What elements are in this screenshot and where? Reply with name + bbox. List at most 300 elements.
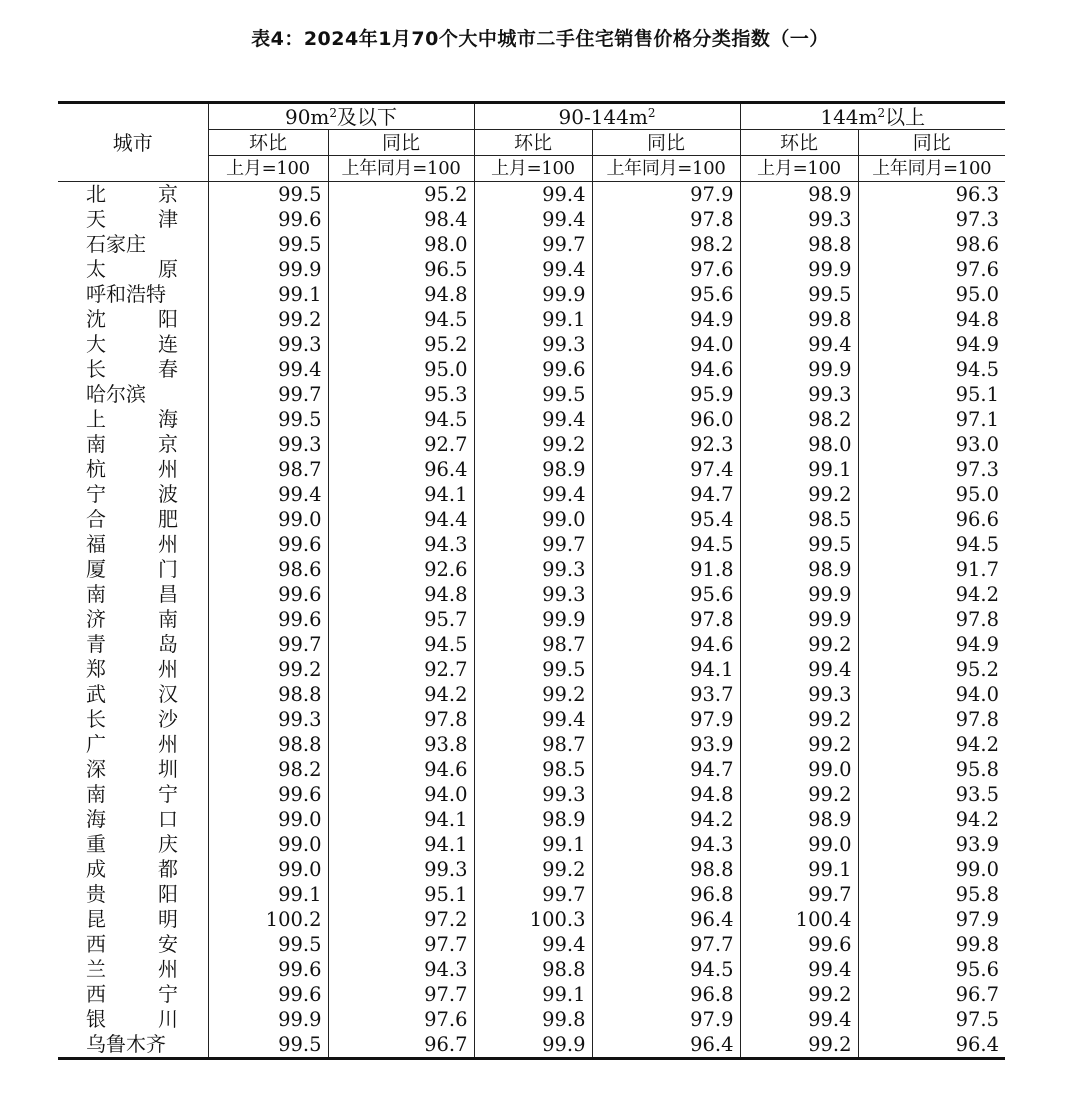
- index-value-mid-mom: 99.4: [474, 182, 592, 208]
- index-value-over144-mom: 99.4: [740, 957, 858, 982]
- index-value-mid-mom: 98.8: [474, 957, 592, 982]
- index-value-under90-mom: 99.5: [208, 232, 328, 257]
- index-value-mid-mom: 98.7: [474, 732, 592, 757]
- table-header: [58, 103, 1005, 182]
- table-row: [58, 582, 1005, 607]
- size-group-over-144: $144m^2$以上: [740, 103, 1005, 130]
- index-value-over144-yoy: 97.1: [858, 407, 1005, 432]
- index-value-under90-mom: 99.7: [208, 632, 328, 657]
- index-value-mid-mom: 99.2: [474, 682, 592, 707]
- index-value-under90-yoy: 97.7: [328, 932, 474, 957]
- index-value-mid-mom: 99.1: [474, 832, 592, 857]
- index-value-over144-mom: 99.2: [740, 707, 858, 732]
- index-value-over144-mom: 99.2: [740, 982, 858, 1007]
- index-value-over144-mom: 98.9: [740, 807, 858, 832]
- city-name: 杭 州: [86, 457, 178, 481]
- city-name: 重 庆: [86, 832, 178, 856]
- index-value-over144-mom: 98.8: [740, 232, 858, 257]
- index-value-under90-yoy: 94.1: [328, 482, 474, 507]
- city-column-header: 城市: [58, 103, 208, 182]
- yoy-base-header: 上年同月=100: [592, 156, 740, 182]
- table-row: [58, 232, 1005, 257]
- index-value-over144-yoy: 96.6: [858, 507, 1005, 532]
- index-value-under90-mom: 99.3: [208, 432, 328, 457]
- index-value-under90-yoy: 94.4: [328, 507, 474, 532]
- index-value-over144-mom: 99.2: [740, 732, 858, 757]
- table-row: [58, 707, 1005, 732]
- index-value-under90-yoy: 92.7: [328, 657, 474, 682]
- index-value-under90-mom: 99.6: [208, 782, 328, 807]
- index-value-under90-mom: 99.3: [208, 332, 328, 357]
- index-value-mid-yoy: 97.9: [592, 1007, 740, 1032]
- table-row: [58, 782, 1005, 807]
- table-title: 表4：2024年1月70个大中城市二手住宅销售价格分类指数（一）: [251, 28, 829, 50]
- city-name: 哈尔滨: [86, 382, 146, 406]
- mom-header: 环比: [474, 130, 592, 156]
- index-value-over144-yoy: 95.0: [858, 482, 1005, 507]
- index-value-mid-yoy: 97.8: [592, 607, 740, 632]
- city-name: 长 沙: [86, 707, 178, 731]
- city-name: 南 京: [86, 432, 178, 456]
- index-value-over144-yoy: 99.8: [858, 932, 1005, 957]
- index-value-mid-mom: 99.4: [474, 932, 592, 957]
- table-row: [58, 532, 1005, 557]
- index-value-over144-mom: 99.9: [740, 257, 858, 282]
- index-value-over144-mom: 99.9: [740, 357, 858, 382]
- index-value-over144-yoy: 94.9: [858, 632, 1005, 657]
- city-name: 兰 州: [86, 957, 178, 981]
- index-value-under90-mom: 99.6: [208, 207, 328, 232]
- index-value-over144-mom: 99.2: [740, 782, 858, 807]
- index-value-mid-yoy: 93.7: [592, 682, 740, 707]
- index-value-under90-mom: 99.6: [208, 607, 328, 632]
- index-value-mid-yoy: 94.7: [592, 757, 740, 782]
- city-name: 深 圳: [86, 757, 178, 781]
- table-row: [58, 1007, 1005, 1032]
- index-value-mid-mom: 99.5: [474, 657, 592, 682]
- index-value-mid-yoy: 94.3: [592, 832, 740, 857]
- index-value-under90-yoy: 94.5: [328, 307, 474, 332]
- table-row: [58, 257, 1005, 282]
- index-value-mid-mom: 98.7: [474, 632, 592, 657]
- index-value-mid-yoy: 97.7: [592, 932, 740, 957]
- index-value-over144-yoy: 94.5: [858, 357, 1005, 382]
- index-value-over144-mom: 99.5: [740, 282, 858, 307]
- yoy-base-header: 上年同月=100: [858, 156, 1005, 182]
- city-name: 上 海: [86, 407, 178, 431]
- index-value-mid-mom: 99.4: [474, 257, 592, 282]
- index-value-under90-mom: 99.1: [208, 882, 328, 907]
- index-value-over144-mom: 99.3: [740, 682, 858, 707]
- index-value-mid-mom: 99.4: [474, 207, 592, 232]
- index-value-under90-yoy: 92.6: [328, 557, 474, 582]
- index-value-mid-mom: 99.0: [474, 507, 592, 532]
- table-row: [58, 957, 1005, 982]
- index-value-mid-mom: 99.3: [474, 557, 592, 582]
- index-value-over144-mom: 98.9: [740, 557, 858, 582]
- city-name: 西 安: [86, 932, 178, 956]
- price-index-table: [58, 101, 1005, 1060]
- index-value-under90-yoy: 96.5: [328, 257, 474, 282]
- index-value-mid-yoy: 96.4: [592, 1032, 740, 1059]
- yoy-header: 同比: [858, 130, 1005, 156]
- index-value-under90-yoy: 97.2: [328, 907, 474, 932]
- index-value-mid-yoy: 94.6: [592, 632, 740, 657]
- index-value-under90-yoy: 94.8: [328, 282, 474, 307]
- index-value-over144-yoy: 95.1: [858, 382, 1005, 407]
- index-value-mid-mom: 99.3: [474, 782, 592, 807]
- index-value-over144-yoy: 91.7: [858, 557, 1005, 582]
- index-value-over144-mom: 99.8: [740, 307, 858, 332]
- index-value-under90-yoy: 94.3: [328, 532, 474, 557]
- table-row: [58, 932, 1005, 957]
- index-value-over144-mom: 99.0: [740, 757, 858, 782]
- index-value-over144-mom: 99.9: [740, 582, 858, 607]
- index-value-under90-yoy: 94.3: [328, 957, 474, 982]
- index-value-mid-yoy: 92.3: [592, 432, 740, 457]
- table-row: [58, 607, 1005, 632]
- index-value-over144-mom: 99.2: [740, 1032, 858, 1059]
- index-value-under90-mom: 100.2: [208, 907, 328, 932]
- index-value-over144-yoy: 94.2: [858, 582, 1005, 607]
- index-value-under90-mom: 99.6: [208, 532, 328, 557]
- index-value-under90-yoy: 94.6: [328, 757, 474, 782]
- index-value-over144-yoy: 97.3: [858, 457, 1005, 482]
- yoy-header: 同比: [328, 130, 474, 156]
- index-value-under90-mom: 99.5: [208, 407, 328, 432]
- index-value-over144-yoy: 97.9: [858, 907, 1005, 932]
- city-name: 福 州: [86, 532, 178, 556]
- city-name: 大 连: [86, 332, 178, 356]
- table-row: [58, 1032, 1005, 1059]
- index-value-mid-mom: 99.7: [474, 232, 592, 257]
- index-value-under90-yoy: 94.5: [328, 407, 474, 432]
- index-value-mid-yoy: 93.9: [592, 732, 740, 757]
- index-value-under90-yoy: 98.0: [328, 232, 474, 257]
- table-row: [58, 307, 1005, 332]
- index-value-mid-yoy: 96.0: [592, 407, 740, 432]
- index-value-under90-mom: 99.7: [208, 382, 328, 407]
- index-value-over144-yoy: 97.8: [858, 707, 1005, 732]
- index-value-under90-mom: 98.6: [208, 557, 328, 582]
- table-row: [58, 507, 1005, 532]
- index-value-under90-mom: 98.7: [208, 457, 328, 482]
- index-value-mid-yoy: 94.0: [592, 332, 740, 357]
- index-value-under90-mom: 99.2: [208, 307, 328, 332]
- index-value-over144-yoy: 94.5: [858, 532, 1005, 557]
- index-value-mid-yoy: 94.8: [592, 782, 740, 807]
- index-value-under90-mom: 99.5: [208, 1032, 328, 1059]
- index-value-mid-mom: 98.5: [474, 757, 592, 782]
- index-value-over144-mom: 99.5: [740, 532, 858, 557]
- index-value-over144-mom: 100.4: [740, 907, 858, 932]
- index-value-under90-yoy: 97.7: [328, 982, 474, 1007]
- table-row: [58, 632, 1005, 657]
- index-value-mid-yoy: 95.9: [592, 382, 740, 407]
- table-row: [58, 857, 1005, 882]
- index-value-mid-mom: 99.2: [474, 432, 592, 457]
- index-value-under90-mom: 99.0: [208, 807, 328, 832]
- index-value-over144-yoy: 95.2: [858, 657, 1005, 682]
- mom-base-header: 上月=100: [208, 156, 328, 182]
- index-value-mid-mom: 99.2: [474, 857, 592, 882]
- index-value-mid-mom: 99.3: [474, 582, 592, 607]
- index-value-under90-mom: 99.0: [208, 857, 328, 882]
- index-value-mid-yoy: 94.5: [592, 957, 740, 982]
- index-value-over144-yoy: 96.4: [858, 1032, 1005, 1059]
- index-value-over144-mom: 98.5: [740, 507, 858, 532]
- city-name: 合 肥: [86, 507, 178, 531]
- table-row: [58, 807, 1005, 832]
- table-row: [58, 382, 1005, 407]
- city-name: 厦 门: [86, 557, 178, 581]
- index-value-mid-mom: 99.5: [474, 382, 592, 407]
- index-value-under90-yoy: 96.7: [328, 1032, 474, 1059]
- index-value-mid-mom: 99.1: [474, 982, 592, 1007]
- index-value-over144-yoy: 94.2: [858, 732, 1005, 757]
- index-value-under90-yoy: 95.0: [328, 357, 474, 382]
- table-row: [58, 732, 1005, 757]
- index-value-mid-mom: 99.8: [474, 1007, 592, 1032]
- table-row: [58, 682, 1005, 707]
- index-value-under90-mom: 99.5: [208, 182, 328, 208]
- index-value-mid-yoy: 96.8: [592, 982, 740, 1007]
- index-value-under90-mom: 99.4: [208, 357, 328, 382]
- index-value-under90-yoy: 93.8: [328, 732, 474, 757]
- index-value-under90-mom: 99.6: [208, 982, 328, 1007]
- index-value-over144-yoy: 98.6: [858, 232, 1005, 257]
- index-value-under90-yoy: 94.1: [328, 807, 474, 832]
- index-value-under90-yoy: 97.6: [328, 1007, 474, 1032]
- index-value-mid-mom: 99.9: [474, 282, 592, 307]
- index-value-mid-mom: 98.9: [474, 807, 592, 832]
- index-value-over144-mom: 99.3: [740, 207, 858, 232]
- table-row: [58, 832, 1005, 857]
- index-value-over144-mom: 99.4: [740, 332, 858, 357]
- index-value-over144-mom: 98.9: [740, 182, 858, 208]
- city-name: 乌鲁木齐: [58, 1032, 208, 1059]
- index-value-under90-yoy: 95.2: [328, 332, 474, 357]
- index-value-under90-mom: 99.9: [208, 1007, 328, 1032]
- city-name: 北 京: [86, 182, 178, 206]
- index-value-mid-yoy: 98.8: [592, 857, 740, 882]
- index-value-over144-yoy: 96.3: [858, 182, 1005, 208]
- index-value-over144-mom: 99.1: [740, 857, 858, 882]
- index-value-under90-yoy: 94.2: [328, 682, 474, 707]
- index-value-under90-mom: 98.2: [208, 757, 328, 782]
- index-value-mid-yoy: 95.6: [592, 582, 740, 607]
- index-value-mid-yoy: 97.6: [592, 257, 740, 282]
- index-value-under90-mom: 99.6: [208, 957, 328, 982]
- table-row: [58, 757, 1005, 782]
- yoy-header: 同比: [592, 130, 740, 156]
- city-name: 广 州: [86, 732, 178, 756]
- city-name: 昆 明: [86, 907, 178, 931]
- size-group-90-144: $90-144m^2$: [474, 103, 740, 130]
- mom-base-header: 上月=100: [740, 156, 858, 182]
- mom-header: 环比: [740, 130, 858, 156]
- city-name: 济 南: [86, 607, 178, 631]
- index-value-over144-yoy: 95.0: [858, 282, 1005, 307]
- index-value-mid-yoy: 95.4: [592, 507, 740, 532]
- index-value-under90-yoy: 94.1: [328, 832, 474, 857]
- index-value-mid-mom: 99.4: [474, 407, 592, 432]
- index-value-over144-mom: 99.4: [740, 657, 858, 682]
- index-value-mid-yoy: 94.5: [592, 532, 740, 557]
- city-name: 南 昌: [86, 582, 178, 606]
- index-value-under90-yoy: 95.2: [328, 182, 474, 208]
- index-value-over144-yoy: 97.3: [858, 207, 1005, 232]
- index-value-over144-mom: 98.0: [740, 432, 858, 457]
- city-name: 成 都: [86, 857, 178, 881]
- table-row: [58, 882, 1005, 907]
- index-value-mid-yoy: 94.7: [592, 482, 740, 507]
- index-value-under90-yoy: 92.7: [328, 432, 474, 457]
- index-value-over144-mom: 99.9: [740, 607, 858, 632]
- index-value-mid-yoy: 98.2: [592, 232, 740, 257]
- index-value-mid-yoy: 95.6: [592, 282, 740, 307]
- index-value-mid-mom: 99.9: [474, 1032, 592, 1059]
- city-name: 西 宁: [86, 982, 178, 1006]
- index-value-under90-mom: 99.4: [208, 482, 328, 507]
- index-value-mid-yoy: 97.4: [592, 457, 740, 482]
- index-value-mid-mom: 99.4: [474, 707, 592, 732]
- index-value-under90-yoy: 98.4: [328, 207, 474, 232]
- index-value-mid-yoy: 96.8: [592, 882, 740, 907]
- table-row: [58, 282, 1005, 307]
- index-value-under90-mom: 99.3: [208, 707, 328, 732]
- size-group-under-90: $90m^2$及以下: [208, 103, 474, 130]
- index-value-over144-mom: 99.3: [740, 382, 858, 407]
- index-value-over144-mom: 98.2: [740, 407, 858, 432]
- index-value-under90-yoy: 97.8: [328, 707, 474, 732]
- index-value-under90-mom: 98.8: [208, 732, 328, 757]
- index-value-under90-mom: 99.0: [208, 832, 328, 857]
- index-value-mid-mom: 98.9: [474, 457, 592, 482]
- table-row: [58, 557, 1005, 582]
- city-name: 南 宁: [86, 782, 178, 806]
- index-value-mid-yoy: 94.1: [592, 657, 740, 682]
- index-value-over144-mom: 99.2: [740, 632, 858, 657]
- index-value-over144-yoy: 96.7: [858, 982, 1005, 1007]
- mom-header: 环比: [208, 130, 328, 156]
- index-value-under90-mom: 99.9: [208, 257, 328, 282]
- index-value-over144-yoy: 93.5: [858, 782, 1005, 807]
- index-value-under90-mom: 98.8: [208, 682, 328, 707]
- city-name: 贵 阳: [86, 882, 178, 906]
- yoy-base-header: 上年同月=100: [328, 156, 474, 182]
- city-name: 银 川: [86, 1007, 178, 1031]
- index-value-mid-mom: 99.4: [474, 482, 592, 507]
- index-value-mid-mom: 99.1: [474, 307, 592, 332]
- table-row: [58, 907, 1005, 932]
- index-value-over144-yoy: 94.2: [858, 807, 1005, 832]
- city-name: 海 口: [86, 807, 178, 831]
- index-value-under90-mom: 99.1: [208, 282, 328, 307]
- index-value-over144-mom: 99.7: [740, 882, 858, 907]
- table-row: [58, 457, 1005, 482]
- table-body: [58, 182, 1005, 1059]
- index-value-under90-yoy: 99.3: [328, 857, 474, 882]
- index-value-mid-yoy: 97.9: [592, 182, 740, 208]
- index-value-over144-yoy: 97.5: [858, 1007, 1005, 1032]
- index-value-mid-yoy: 91.8: [592, 557, 740, 582]
- index-value-over144-yoy: 95.8: [858, 882, 1005, 907]
- city-name: 青 岛: [86, 632, 178, 656]
- index-value-mid-yoy: 97.8: [592, 207, 740, 232]
- table-row: [58, 182, 1005, 208]
- city-name: 武 汉: [86, 682, 178, 706]
- index-value-under90-mom: 99.2: [208, 657, 328, 682]
- city-name: 宁 波: [86, 482, 178, 506]
- index-value-mid-mom: 99.9: [474, 607, 592, 632]
- index-value-over144-yoy: 94.8: [858, 307, 1005, 332]
- index-value-over144-yoy: 99.0: [858, 857, 1005, 882]
- table-row: [58, 657, 1005, 682]
- index-value-over144-mom: 99.2: [740, 482, 858, 507]
- index-value-under90-yoy: 94.8: [328, 582, 474, 607]
- index-value-under90-yoy: 95.7: [328, 607, 474, 632]
- index-value-mid-mom: 99.7: [474, 532, 592, 557]
- index-value-over144-yoy: 97.6: [858, 257, 1005, 282]
- index-value-over144-mom: 99.1: [740, 457, 858, 482]
- index-value-mid-mom: 99.3: [474, 332, 592, 357]
- table-row: [58, 432, 1005, 457]
- city-name: 石家庄: [86, 232, 146, 256]
- index-value-mid-mom: 99.6: [474, 357, 592, 382]
- index-value-under90-yoy: 95.3: [328, 382, 474, 407]
- city-name: 太 原: [86, 257, 178, 281]
- index-value-under90-yoy: 96.4: [328, 457, 474, 482]
- index-value-over144-yoy: 93.0: [858, 432, 1005, 457]
- table-row: [58, 407, 1005, 432]
- index-value-mid-mom: 100.3: [474, 907, 592, 932]
- index-value-mid-yoy: 94.2: [592, 807, 740, 832]
- index-value-mid-yoy: 94.6: [592, 357, 740, 382]
- index-value-mid-yoy: 96.4: [592, 907, 740, 932]
- city-name: 天 津: [86, 207, 178, 231]
- index-value-over144-yoy: 93.9: [858, 832, 1005, 857]
- index-value-over144-yoy: 95.8: [858, 757, 1005, 782]
- city-name: 沈 阳: [86, 307, 178, 331]
- index-value-under90-mom: 99.5: [208, 932, 328, 957]
- table-row: [58, 357, 1005, 382]
- index-value-over144-yoy: 94.0: [858, 682, 1005, 707]
- index-value-mid-mom: 99.7: [474, 882, 592, 907]
- index-value-mid-yoy: 97.9: [592, 707, 740, 732]
- city-name: 长 春: [86, 357, 178, 381]
- index-value-under90-mom: 99.0: [208, 507, 328, 532]
- index-value-over144-yoy: 97.8: [858, 607, 1005, 632]
- index-value-mid-yoy: 94.9: [592, 307, 740, 332]
- table-row: [58, 982, 1005, 1007]
- city-name: 郑 州: [86, 657, 178, 681]
- index-value-under90-mom: 99.6: [208, 582, 328, 607]
- table-row: [58, 332, 1005, 357]
- index-value-under90-yoy: 94.0: [328, 782, 474, 807]
- table-row: [58, 207, 1005, 232]
- index-value-over144-yoy: 95.6: [858, 957, 1005, 982]
- city-name: 呼和浩特: [86, 282, 166, 306]
- index-value-over144-mom: 99.6: [740, 932, 858, 957]
- index-value-over144-mom: 99.0: [740, 832, 858, 857]
- table-row: [58, 482, 1005, 507]
- mom-base-header: 上月=100: [474, 156, 592, 182]
- index-value-under90-yoy: 95.1: [328, 882, 474, 907]
- index-value-under90-yoy: 94.5: [328, 632, 474, 657]
- index-value-over144-yoy: 94.9: [858, 332, 1005, 357]
- index-value-over144-mom: 99.4: [740, 1007, 858, 1032]
